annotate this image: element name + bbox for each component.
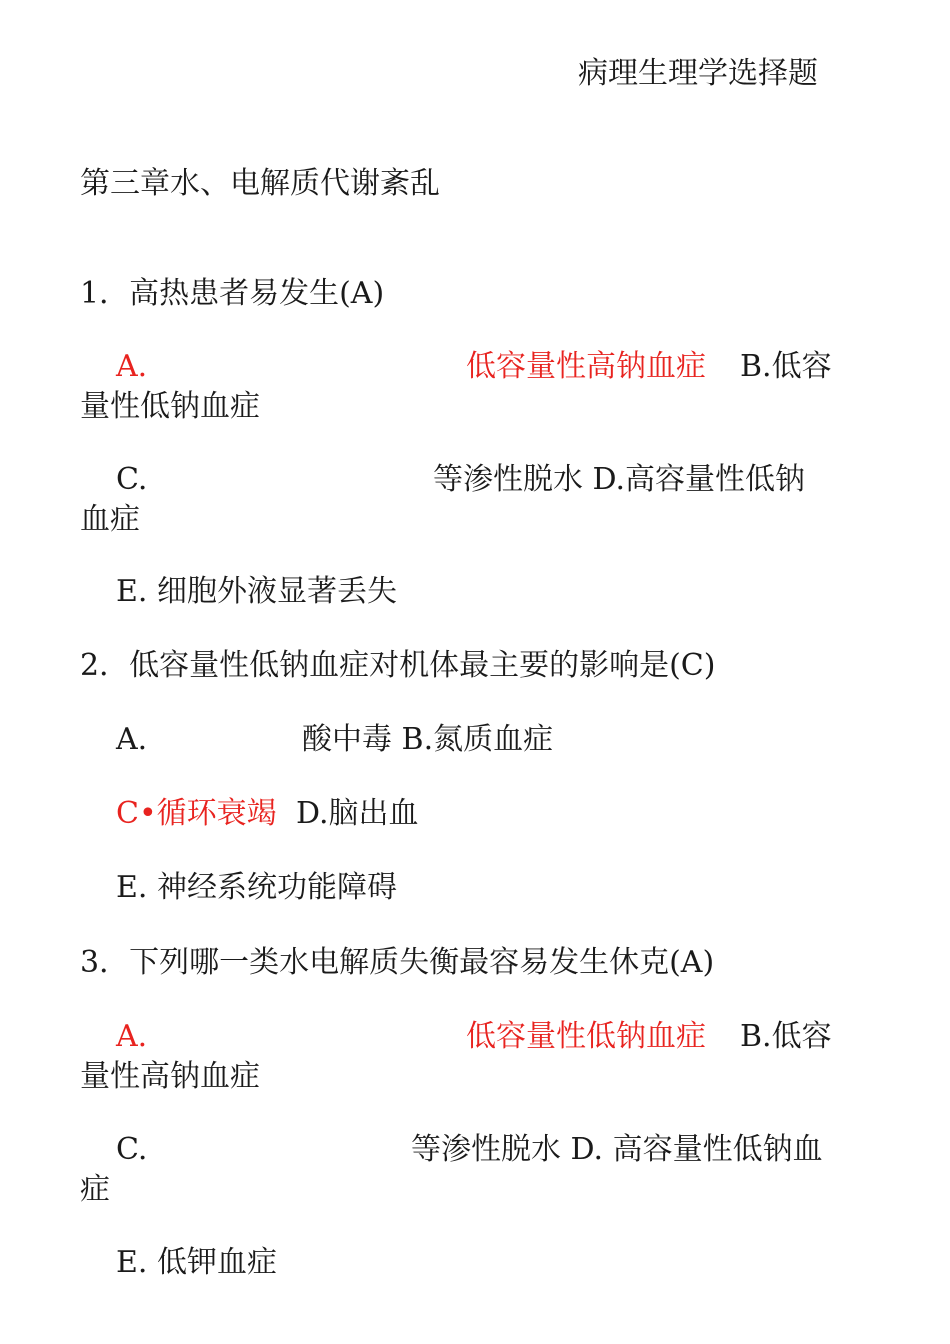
question-3-option-a-label: A. — [116, 1019, 148, 1054]
question-1-option-d-continuation: 血症 — [80, 502, 140, 537]
question-1-option-a-text: 低容量性高钠血症 — [466, 349, 706, 384]
question-1-option-c-text: 等渗性脱水 D.高容量性低钠 — [433, 462, 806, 497]
question-3-option-b-text: B.低容 — [740, 1019, 832, 1054]
question-1-option-b-text: B.低容 — [740, 349, 832, 384]
question-1-option-e: E. 细胞外液显著丢失 — [116, 574, 397, 609]
question-2-option-a-text: 酸中毒 B.氮质血症 — [302, 722, 554, 757]
question-3-option-c-text: 等渗性脱水 D. 高容量性低钠血 — [411, 1132, 823, 1167]
question-2-option-d: D.脑出血 — [296, 796, 419, 831]
question-3-option-a-text: 低容量性低钠血症 — [466, 1019, 706, 1054]
question-1-option-a-label: A. — [116, 349, 148, 384]
question-2-option-a-label: A. — [116, 722, 148, 757]
question-3-option-d-continuation: 症 — [80, 1172, 110, 1207]
question-3-option-b-continuation: 量性高钠血症 — [80, 1059, 260, 1094]
question-2-option-e: E. 神经系统功能障碍 — [116, 870, 397, 905]
chapter-heading: 第三章水、电解质代谢紊乱 — [80, 166, 440, 201]
question-1-option-c-label: C. — [116, 462, 148, 497]
document-title: 病理生理学选择题 — [578, 56, 818, 91]
question-3-option-e: E. 低钾血症 — [116, 1245, 277, 1280]
question-1-option-b-continuation: 量性低钠血症 — [80, 389, 260, 424]
question-2-stem: 2．低容量性低钠血症对机体最主要的影响是(C) — [80, 648, 716, 683]
question-2-option-c: C•循环衰竭 — [116, 796, 277, 831]
question-3-option-c-label: C. — [116, 1132, 148, 1167]
question-1-stem: 1．高热患者易发生(A) — [80, 276, 385, 311]
question-3-stem: 3．下列哪一类水电解质失衡最容易发生休克(A) — [80, 945, 715, 980]
